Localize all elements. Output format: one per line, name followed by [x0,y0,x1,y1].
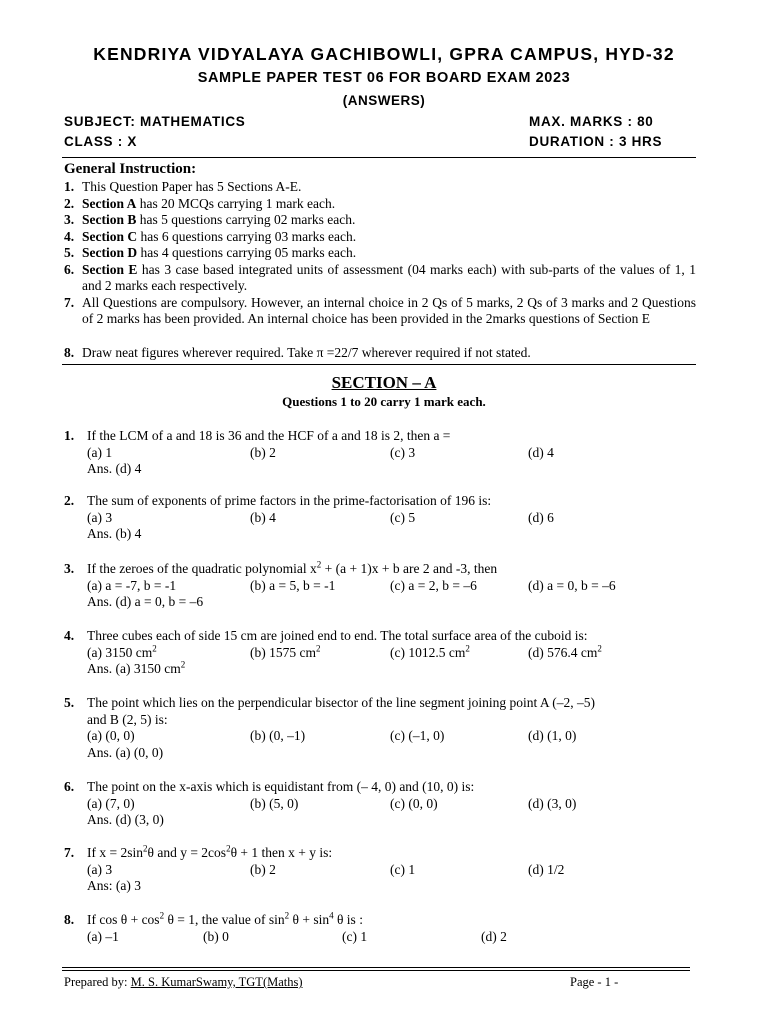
options-row [87,728,704,745]
option-c: (c) 3 [390,444,416,460]
option-b: (b) 1575 $cm^2$ [250,643,321,660]
instruction-item: 7. All Questions are compulsory. However, an internal choice in 2 Qs of 5 marks, 2 Qs of 3 marks and 2 Questions of 2 marks has been provided. An internal choice has been provided in the 2marks questions of Section E [64,294,696,326]
class-label: CLASS : X [64,134,138,149]
question-text: If the LCM of a and 18 is 36 and the HCF of a and 18 is 2, then a = [87,428,451,443]
options-row [87,862,704,879]
instructions-title: General Instruction: [64,161,197,177]
option-c: (c) a = 2, b = –6 [390,577,477,593]
option-a: (a) a = -7, b = -1 [87,577,177,593]
answer: Ans. (d) (3, 0) [87,812,164,827]
question-8: 8. If $\cos \theta + \cos^2 \theta = 1$, the value of $\sin^2 \theta + \sin^4 \theta$ is : (a) –1 (b) 0 (c) 1 (d) 2 [64,912,704,945]
question-text: The point which lies on the perpendicular bisector of the line segment joining point A (–2, –5) [87,695,596,710]
option-c: (c) 5 [390,509,416,525]
option-d: (d) (3, 0) [528,795,577,811]
option-a: (a) (7, 0) [87,795,135,811]
instruction-item: 6. Section E has 3 case based integrated units of assessment (04 marks each) with sub-parts of the values of 1, 1 and 2 marks each respectively. [64,261,696,293]
answer: Ans: (a) 3 [87,878,141,893]
option-c: (c) (–1, 0) [390,728,445,743]
answer: Ans. (d) a = 0, b = –6 [87,594,204,609]
paper-title: SAMPLE PAPER TEST 06 FOR BOARD EXAM 2023 [197,70,571,86]
option-a: (a) 3150 $cm^2$ [87,643,157,660]
question-4: 4. Three cubes each of side 15 cm are joined end to end. The total surface area of the cuboid is: (a) 3150 $cm^2$ (b) 1575 $cm^2$ (c) 1012.5 $cm^2$ (d) 576.4 $cm^2$ Ans. (a) 3150 $cm^2$ [64,628,704,678]
option-b: (b) a = 5, b = -1 [250,577,336,593]
options-row [87,510,704,527]
option-d: (d) a = 0, b = –6 [528,577,616,593]
option-a: (a) 3 [87,861,113,877]
option-a: (a) 1 [87,444,113,460]
section-title: SECTION – A [331,373,437,392]
option-b: (b) (0, –1) [250,728,306,743]
question-text: The sum of exponents of prime factors in the prime-factorisation of 196 is: [87,493,492,508]
prepared-by: Prepared by: M. S. KumarSwamy, TGT(Maths) [64,975,303,989]
option-b: (b) 2 [250,861,276,877]
option-b: (b) 0 [203,928,229,944]
question-text: Three cubes each of side 15 cm are joined end to end. The total surface area of the cuboid is: [87,628,588,643]
question-text: If $x = 2\sin^2\theta$ and $y = 2\cos^2\theta + 1$ then x + y is: [87,843,333,860]
option-b: (b) (5, 0) [250,795,299,811]
question-text-cont: and B (2, 5) is: [87,711,168,727]
footer-rule-top [62,967,690,968]
options-row [87,645,704,662]
question-text: If $\cos \theta + \cos^2 \theta = 1$, the value of $\sin^2 \theta + \sin^4 \theta$ is : [87,910,363,927]
option-c: (c) 1012.5 $cm^2$ [390,643,470,660]
subject-label: SUBJECT: MATHEMATICS [64,114,246,129]
option-a: (a) 3 [87,509,113,525]
school-name: KENDRIYA VIDYALAYA GACHIBOWLI, GPRA CAMPUS, HYD-32 [93,44,675,64]
option-d: (d) 4 [528,444,554,460]
option-b: (b) 2 [250,444,276,460]
option-d: (d) 576.4 $cm^2$ [528,643,602,660]
instruction-item: 4. Section C has 6 questions carrying 03 marks each. [64,228,357,244]
question-5: 5. The point which lies on the perpendicular bisector of the line segment joining point A (–2, –5) and B (2, 5) is: (a) (0, 0) (b) (0, –1) (c) (–1, 0) (d) (1, 0) Ans. (a) (0, 0) [64,695,704,761]
section-subtitle: Questions 1 to 20 carry 1 mark each. [282,394,486,409]
option-d: (d) 2 [481,928,507,944]
question-1: 1. If the LCM of a and 18 is 36 and the HCF of a and 18 is 2, then a = (a) 1 (b) 2 (c) 3 (d) 4 Ans. (d) 4 [64,428,704,478]
author-name: M. S. KumarSwamy, TGT(Maths) [130,975,303,989]
answer: Ans. (d) 4 [87,461,142,476]
answer: Ans. (b) 4 [87,526,142,541]
options-row [87,796,704,813]
option-a: (a) (0, 0) [87,728,135,743]
answer: Ans. (a) 3150 $cm^2$ [87,659,186,676]
option-d: (d) 6 [528,509,554,525]
option-a: (a) –1 [87,928,119,944]
options-row [87,929,704,946]
option-d: (d) 1/2 [528,861,565,877]
header-divider-top [62,157,696,158]
option-c: (c) (0, 0) [390,795,438,811]
question-3: 3. If the zeroes of the quadratic polynomial $x^2 + (a + 1)x + b$ are 2 and -3, then (a) a = -7, b = -1 (b) a = 5, b = -1 (c) a = 2, b = –6 (d) a = 0, b = –6 Ans. (d) a = 0, b = –6 [64,561,704,611]
options-row [87,578,704,595]
footer-rule-bottom [62,970,690,971]
option-b: (b) 4 [250,509,276,525]
page-number: Page - 1 - [570,975,619,989]
question-text: If the zeroes of the quadratic polynomial $x^2 + (a + 1)x + b$ are 2 and -3, then [87,559,498,576]
instructions-divider-bottom [62,364,696,365]
question-2: 2. The sum of exponents of prime factors in the prime-factorisation of 196 is: (a) 3 (b) 4 (c) 5 (d) 6 Ans. (b) 4 [64,493,704,543]
instruction-item: 2. Section A has 20 MCQs carrying 1 mark each. [64,195,336,211]
answer: Ans. (a) (0, 0) [87,744,164,760]
option-d: (d) (1, 0) [528,728,577,743]
max-marks-label: MAX. MARKS : 80 [529,114,654,129]
answers-label: (ANSWERS) [342,93,426,108]
option-c: (c) 1 [342,928,368,944]
instruction-item: 5. Section D has 4 questions carrying 05 marks each. [64,245,357,260]
question-6: 6. The point on the x-axis which is equidistant from (– 4, 0) and (10, 0) is: (a) (7, 0) (b) (5, 0) (c) (0, 0) (d) (3, 0) Ans. (d) (3, 0) [64,779,704,829]
instruction-item: 8. Draw neat figures wherever required. Take π =22/7 wherever required if not stated. [64,345,531,360]
option-c: (c) 1 [390,861,416,877]
instruction-item: 3. Section B has 5 questions carrying 02 marks each. [64,212,356,227]
question-text: The point on the x-axis which is equidistant from (– 4, 0) and (10, 0) is: [87,779,475,794]
options-row [87,445,704,462]
instruction-item: 1. This Question Paper has 5 Sections A-E. [64,179,302,194]
duration-label: DURATION : 3 HRS [529,134,663,149]
question-7: 7. If $x = 2\sin^2\theta$ and $y = 2\cos^2\theta + 1$ then x + y is: (a) 3 (b) 2 (c) 1 (d) 1/2 Ans: (a) 3 [64,845,704,895]
